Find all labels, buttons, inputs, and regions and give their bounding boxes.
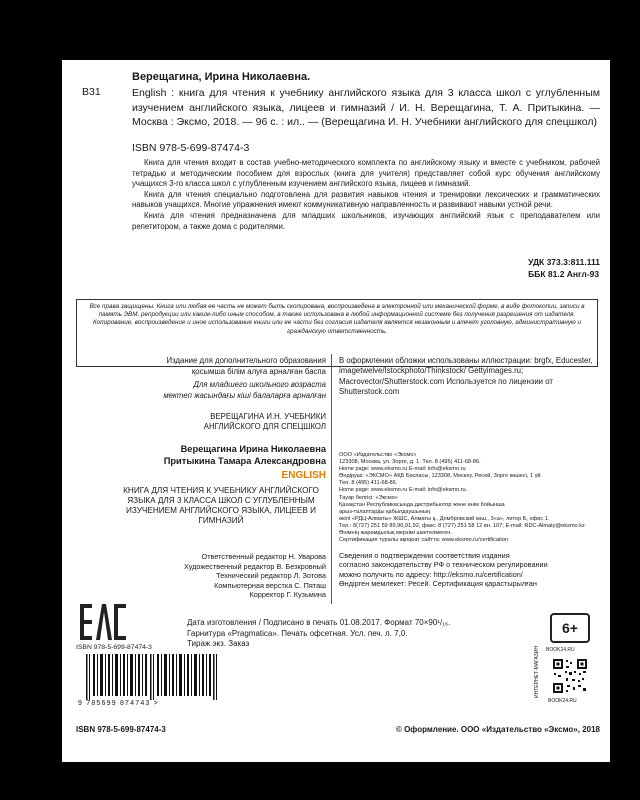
publisher-line: Тел. 8 (495) 411-68-86. <box>339 480 398 487</box>
isbn-top: ISBN 978-5-699-87474-3 <box>132 142 250 154</box>
eac-mark-icon <box>78 600 130 644</box>
imprint-line: Тираж экз. Заказ <box>187 639 250 649</box>
publisher-line: ООО «Издательство «Эксмо» <box>339 452 417 458</box>
publisher-line: Өнімнің жарамдылық мерзімі шектелмеген. <box>339 530 452 537</box>
abstract-paragraph: Книга для чтения специально подготовлена для развития навыков чтения и тренировки лексических и грамматических навыков учащихся. Многие упражнения имеют коммуникативную направленность и развивают навыки устной речи. <box>132 189 600 210</box>
staff-line: Художественный редактор В. Безкровный <box>184 561 326 571</box>
series-line: АНГЛИЙСКОГО ДЛЯ СПЕЦШКОЛ <box>203 422 326 431</box>
imprint-line: Гарнитура «Pragmatica». Печать офсетная. Усл. печ. л. 7,0. <box>187 628 408 638</box>
cert-line: Өндірген мемлекет: Ресей. Сертификация қарастырылған <box>339 579 537 589</box>
staff-line: Ответственный редактор Н. Уварова <box>201 552 326 561</box>
book-title: КНИГА ДЛЯ ЧТЕНИЯ К УЧЕБНИКУ АНГЛИЙСКОГО ЯЗЫКА ДЛЯ 3 КЛАССА ШКОЛ С УГЛУБЛЕННЫМ ИЗУЧЕНИЕМ АНГЛИЙСКОГО ЯЗЫКА, ЛИЦЕЕВ И ГИМНАЗИЙ <box>123 486 319 525</box>
print-data <box>187 618 547 650</box>
column-divider <box>331 354 332 604</box>
author-name: Притыкина Тамара Александровна <box>163 456 326 466</box>
publisher-line: арыз-талаптарды қабылдаушының <box>339 508 430 515</box>
publisher-line: Тауар белгісі: «Эксмо» <box>339 494 398 501</box>
cert-line: Сведения о подтверждении соответствия издания <box>339 551 510 560</box>
publisher-line: Өндіруші: «ЭКСМО» АҚБ Баспасы, 123308, Мәскеу, Ресей, Зорге көшесі, 1 үй. <box>339 473 543 480</box>
cert-line: согласно законодательству РФ о техническом регулировании <box>339 560 548 570</box>
age-rating-badge: 6+ <box>550 613 590 643</box>
staff-line: Технический редактор Л. Зотова <box>216 571 326 580</box>
publisher-line: Тел.: 8(727) 251 59 89,90,91,92, факс: 8 (727) 251 58 12 вн. 107; E-mail: RDC-Almaty@eksmo.kz <box>339 522 585 529</box>
publisher-line: 123308, Москва, ул. Зорге, д. 1. Тел. 8 (495) 411-68-86. <box>339 459 481 466</box>
barcode-bars-icon <box>84 654 232 700</box>
staff-line: Компьютерная верстка С. Пяташ <box>214 580 326 590</box>
series-line: ВЕРЕЩАГИНА И.Н. УЧЕБНИКИ <box>210 412 326 421</box>
bbk-code: В31 <box>82 86 101 98</box>
imprint-line: Дата изготовления / Подписано в печать 01.08.2017. Формат 70×90¹/₁₆. <box>187 618 451 627</box>
online-store-label: ИНТЕРНЕТ-МАГАЗИН <box>534 646 540 698</box>
certification-info <box>339 551 601 589</box>
bibliographic-record: English : книга для чтения к учебнику английского языка для 3 класса школ с углубленным изучением английского языка, лицеев и гимназий / И. Н. Верещагина, Т. А. Притыкина. — Москва : Эксмо, 2018. — 96 с. : ил.. — (Верещагина И. Н. Учебники английского для спецшкол) <box>132 87 600 128</box>
barcode-number: 9 785699 874743 > <box>78 700 159 707</box>
classification <box>528 256 600 280</box>
abstract <box>132 158 600 232</box>
age-line: Для младшего школьного возраста <box>193 380 326 389</box>
edition-line: қосымша білім алуға арналған баспа <box>191 367 326 376</box>
author-name: Верещагина Ирина Николаевна <box>180 444 326 454</box>
abstract-paragraph: Книга для чтения предназначена для младших школьников, изучающих английский язык с преподавателем или репетитором, а также дома с родителями. <box>132 210 600 231</box>
publisher-line: Home page: www.eksmo.ru E-mail: info@eksmo.ru <box>339 466 466 473</box>
publisher-line: Home page: www.eksmo.ru E-mail: info@eksmo.ru. <box>339 487 468 494</box>
author-heading: Верещагина, Ирина Николаевна. <box>132 71 311 83</box>
publisher-line: Қазақстан Республикасында дистрибьютор және өнім бойынша <box>339 501 505 508</box>
copyright-line: © Оформление. ООО «Издательство «Эксмо», 2018 <box>395 725 600 734</box>
rights-notice: Все права защищены. Книга или любая ее часть не может быть скопирована, воспроизведена в электронной или механической форме, в виде фотокопии, записи в память ЭВМ, репродукции или каким-либо иным способом, а также использована в любой информационной системе без получения разрешения от издателя. Копирование, воспроизведение и иное использование книги или ее части без согласия издателя является незаконным и влечет уголовную, административную и гражданскую ответственность. <box>76 299 598 367</box>
bbk-index: ББК 81.2 Англ-93 <box>528 269 600 279</box>
cert-line: можно получить по адресу: http://eksmo.ru/certification/ <box>339 569 523 579</box>
barcode <box>76 644 232 710</box>
qr-code-icon <box>552 658 588 694</box>
illustration-credits: В оформлении обложки использованы иллюстрации: brgfx, Educester, imagetwelve/Istockphoto/Thinkstock/ Gettyimages.ru; Macrovector/Shutterstock.com Используется по лицензии от Shutterstock.com <box>339 356 593 397</box>
edition-line: Издание для дополнительного образования <box>166 356 326 365</box>
barcode-isbn: ISBN 978-5-699-87474-3 <box>76 644 152 651</box>
book24-label: BOOK24.RU <box>546 647 575 653</box>
publisher-line: Сертификация туралы ақпарат сайтта: www.eksmo.ru/certification <box>339 537 509 544</box>
age-line: мектеп жасындағы кіші балаларға арналған <box>163 391 326 400</box>
staff-line: Корректор Г. Кузьмина <box>249 590 326 599</box>
staff-list <box>184 552 326 600</box>
isbn-bottom: ISBN 978-5-699-87474-3 <box>76 725 166 734</box>
imprint-page <box>62 60 610 762</box>
publisher-info <box>339 452 601 544</box>
abstract-paragraph: Книга для чтения входит в состав учебно-методического комплекта по английскому языку и вместе с учебником, рабочей тетрадью и методическим пособием для взрослых (книга для учителя) представляет собой курс обучения английскому учащихся 3-го класса школ с углубленным изучением английского языка, лицеев и гимназий. <box>132 158 600 189</box>
udk-code: УДК 373.3:811.111 <box>528 257 600 267</box>
publisher-line: өкілі «РДЦ-Алматы» ЖШС, Алматы қ., Домбровский көш., 3«а», литер Б, офис 1. <box>339 515 550 522</box>
book24-label-bottom: BOOK24.RU <box>548 698 577 704</box>
english-label: ENGLISH <box>281 470 326 481</box>
